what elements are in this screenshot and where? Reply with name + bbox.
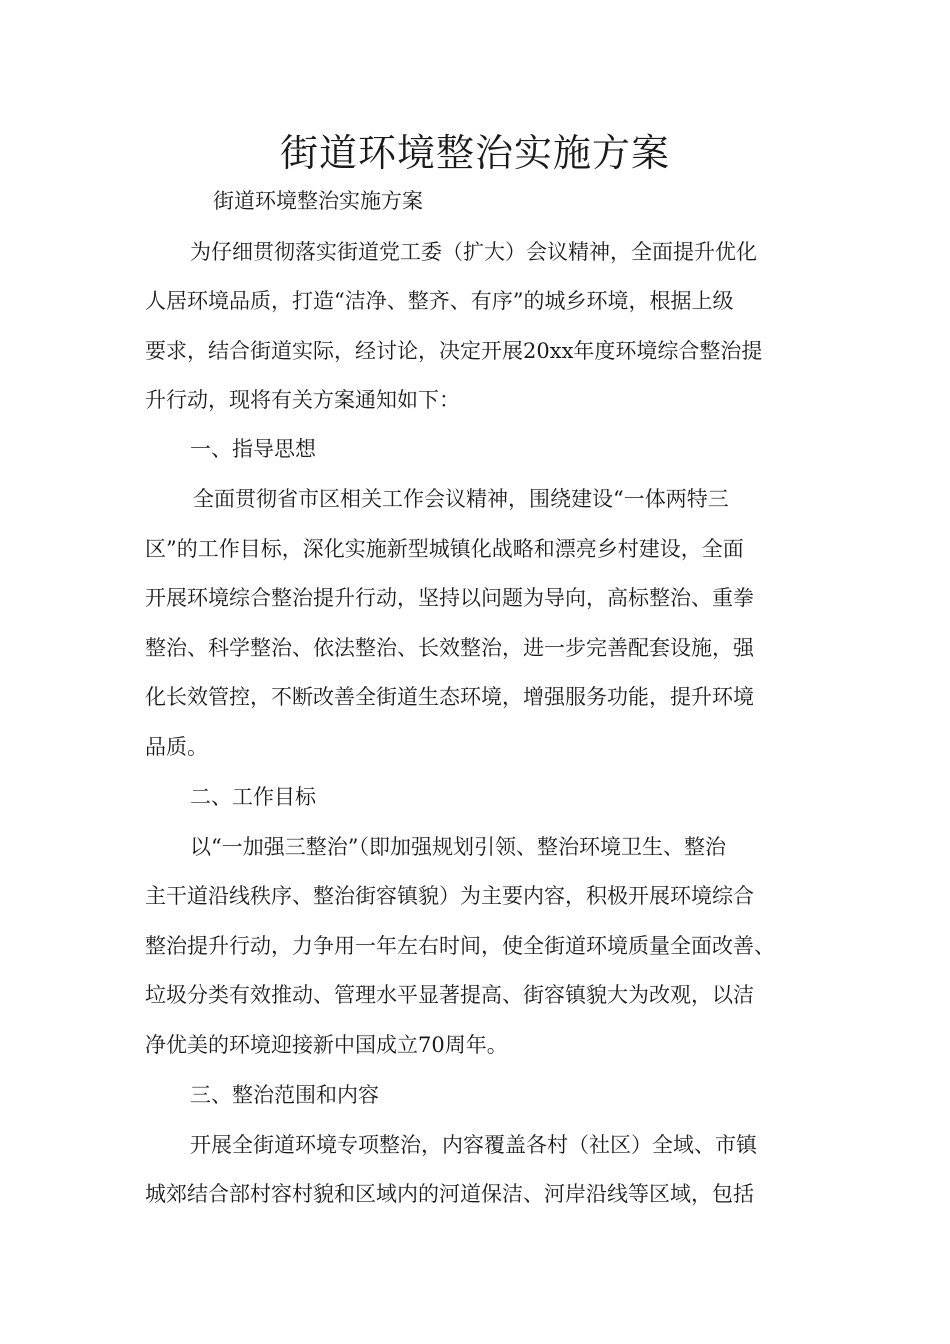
- paragraph-line: 主干道沿线秩序、整治街容镇貌）为主要内容，积极开展环境综合: [145, 884, 754, 908]
- paragraph-line: 整治、科学整治、依法整治、长效整治，进一步完善配套设施，强: [145, 636, 754, 660]
- paragraph-line: 品质。: [145, 735, 208, 759]
- paragraph-line: 开展全街道环境专项整治，内容覆盖各村（社区）全域、市镇: [190, 1133, 757, 1157]
- paragraph-line: 城郊结合部村容村貌和区域内的河道保洁、河岸沿线等区域，包括: [145, 1182, 754, 1206]
- section-heading-work-goals: 二、工作目标: [190, 785, 316, 809]
- paragraph-line: 化长效管控，不断改善全街道生态环境，增强服务功能，提升环境: [145, 685, 754, 709]
- paragraph-line: 全面贯彻省市区相关工作会议精神，围绕建设“一体两特三: [193, 487, 729, 511]
- paragraph-line: 以“一加强三整治”（即加强规划引领、整治环境卫生、整治: [190, 835, 726, 859]
- paragraph-line: 垃圾分类有效推动、管理水平显著提高、街容镇貌大为改观，以洁: [145, 983, 754, 1007]
- section-heading-guiding-ideology: 一、指导思想: [190, 437, 316, 461]
- paragraph-line: 净优美的环境迎接新中国成立70周年。: [145, 1033, 508, 1057]
- document-subtitle: 街道环境整治实施方案: [213, 189, 423, 213]
- document-title: 街道环境整治实施方案: [279, 131, 670, 175]
- paragraph-line: 整治提升行动，力争用一年左右时间，使全街道环境质量全面改善、: [145, 934, 775, 958]
- paragraph-line: 为仔细贯彻落实街道党工委（扩大）会议精神，全面提升优化: [190, 240, 757, 264]
- paragraph-line: 区”的工作目标，深化实施新型城镇化战略和漂亮乡村建设，全面: [145, 537, 744, 561]
- paragraph-line: 升行动，现将有关方案通知如下：: [145, 388, 460, 412]
- section-heading-scope-content: 三、整治范围和内容: [190, 1083, 379, 1107]
- paragraph-line: 开展环境综合整治提升行动，坚持以问题为导向，高标整治、重拳: [145, 586, 754, 610]
- paragraph-line: 要求，结合街道实际，经讨论，决定开展20xx年度环境综合整治提: [145, 339, 763, 363]
- paragraph-line: 人居环境品质，打造“洁净、整齐、有序”的城乡环境，根据上级: [145, 289, 734, 313]
